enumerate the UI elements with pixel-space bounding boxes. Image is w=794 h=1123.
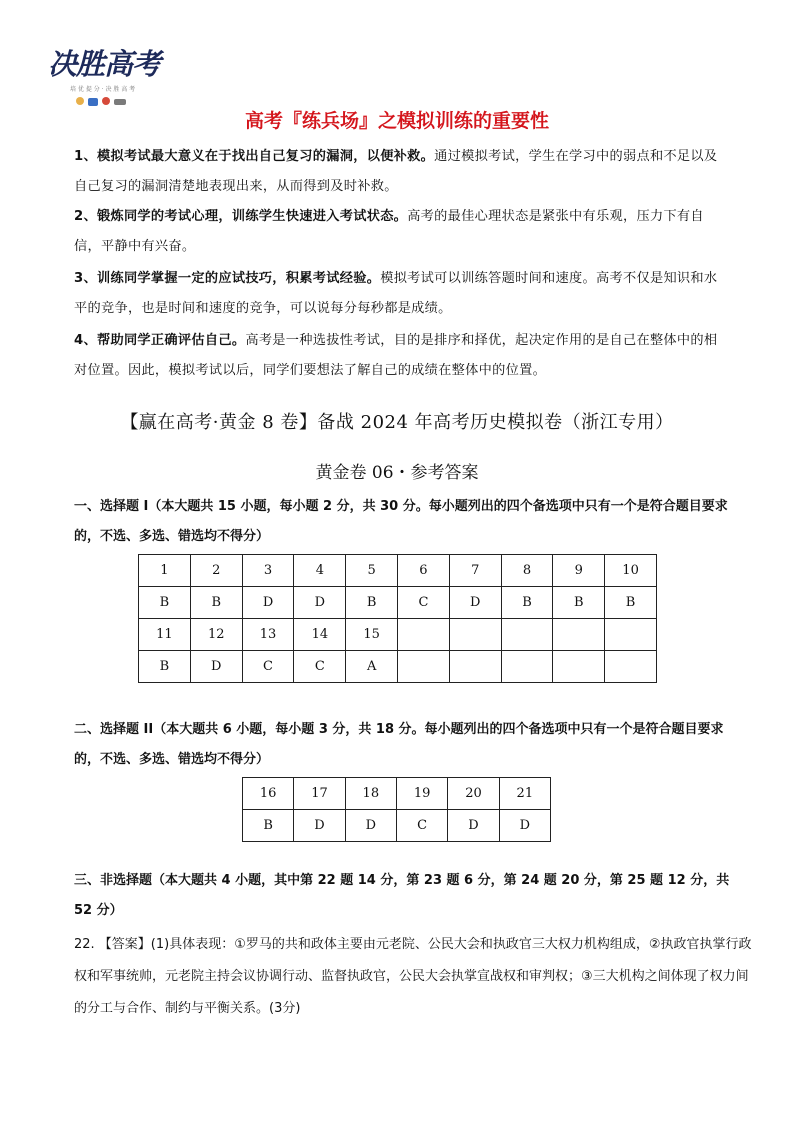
intro-item-1: [74, 142, 730, 202]
table-cell: 15: [346, 619, 398, 651]
table-cell: 11: [139, 619, 191, 651]
table-cell: C: [294, 651, 346, 683]
intro-item-2-bold: 2、锻炼同学的考试心理，训练学生快速进入考试状态。: [74, 209, 408, 224]
table-cell: [605, 619, 657, 651]
table-cell: 10: [605, 555, 657, 587]
table-cell: [553, 619, 605, 651]
section2-answer-table: [242, 777, 551, 842]
intro-item-3-text: 模拟考试可以训练答题时间和速度。高考不仅是知识和水平的竞争，也是时间和速度的竞争，可以说每分每秒都是成绩。: [74, 271, 718, 316]
table-cell: 8: [501, 555, 553, 587]
answer-22: 22. 【答案】(1)具体表现：①罗马的共和政体主要由元老院、公民大会和执政官三大权力机构组成，②执政官执掌行政权和军事统帅，元老院主持会议协调行动、监督执政官，公民大会执掌宣战权和审判权；③三大机构之间体现了权力间的分工与合作、制约与平衡关系。(3分): [74, 937, 752, 1016]
logo-subtitle: 培 优 提 分 · 决 胜 高 考: [70, 86, 136, 93]
table-cell: 16: [243, 778, 294, 810]
table-cell: 4: [294, 555, 346, 587]
logo: [44, 38, 164, 108]
table-cell: 19: [396, 778, 447, 810]
intro-item-2-text: 高考的最佳心理状态是紧张中有乐观，压力下有自信，平静中有兴奋。: [74, 209, 704, 254]
table-cell: C: [242, 651, 294, 683]
table-cell: [605, 651, 657, 683]
table-cell: B: [243, 810, 294, 842]
table-cell: 12: [190, 619, 242, 651]
intro-item-1-text: 通过模拟考试，学生在学习中的弱点和不足以及自己复习的漏洞清楚地表现出来，从而得到及时补救。: [74, 149, 718, 194]
table-cell: D: [449, 587, 501, 619]
table-cell: B: [139, 587, 191, 619]
table-cell: [398, 651, 450, 683]
logo-text: 决胜高考: [48, 47, 161, 81]
table-cell: [398, 619, 450, 651]
table-cell: [449, 619, 501, 651]
table-cell: D: [448, 810, 499, 842]
table-cell: C: [398, 587, 450, 619]
table-cell: [449, 651, 501, 683]
exam-sub-title: 黄金卷 06・参考答案: [315, 463, 479, 483]
table-row: [139, 555, 657, 587]
table-cell: B: [553, 587, 605, 619]
table-cell: [501, 619, 553, 651]
table-cell: 5: [346, 555, 398, 587]
table-cell: 17: [294, 778, 345, 810]
intro-item-2: [74, 202, 730, 262]
table-cell: 9: [553, 555, 605, 587]
exam-main-title: 【赢在高考·黄金 8 卷】备战 2024 年高考历史模拟卷（浙江专用）: [120, 412, 674, 433]
table-cell: 1: [139, 555, 191, 587]
section1-answer-table: [138, 554, 657, 683]
table-row: [243, 778, 551, 810]
table-cell: D: [345, 810, 396, 842]
table-cell: 2: [190, 555, 242, 587]
table-cell: 7: [449, 555, 501, 587]
table-cell: B: [501, 587, 553, 619]
section2-label: 二、选择题 II（本大题共 6 小题，每小题 3 分，共 18 分。每小题列出的四个备选项中只有一个是符合题目要求的，不选、多选、错选均不得分）: [74, 722, 724, 767]
table-cell: C: [396, 810, 447, 842]
table-row: [139, 619, 657, 651]
table-cell: 20: [448, 778, 499, 810]
intro-item-3-bold: 3、训练同学掌握一定的应试技巧，积累考试经验。: [74, 271, 381, 286]
table-cell: A: [346, 651, 398, 683]
section3-label: 三、非选择题（本大题共 4 小题，其中第 22 题 14 分，第 23 题 6 分，第 24 题 20 分，第 25 题 12 分，共 52 分）: [74, 873, 730, 918]
table-cell: 3: [242, 555, 294, 587]
table-row: [139, 651, 657, 683]
table-cell: 13: [242, 619, 294, 651]
intro-title: 高考『练兵场』之模拟训练的重要性: [244, 110, 549, 132]
table-row: [243, 810, 551, 842]
table-row: [139, 587, 657, 619]
table-cell: 14: [294, 619, 346, 651]
table-cell: B: [190, 587, 242, 619]
table-cell: D: [294, 810, 345, 842]
table-cell: B: [139, 651, 191, 683]
intro-item-4: [74, 326, 730, 386]
section1-label: 一、选择题 I（本大题共 15 小题，每小题 2 分，共 30 分。每小题列出的四个备选项中只有一个是符合题目要求的，不选、多选、错选均不得分）: [74, 499, 728, 544]
intro-item-3: [74, 264, 730, 324]
table-cell: D: [499, 810, 550, 842]
table-cell: B: [605, 587, 657, 619]
table-cell: D: [294, 587, 346, 619]
table-cell: 6: [398, 555, 450, 587]
table-cell: 18: [345, 778, 396, 810]
table-cell: D: [190, 651, 242, 683]
intro-item-1-bold: 1、模拟考试最大意义在于找出自己复习的漏洞，以便补救。: [74, 149, 435, 164]
table-cell: [553, 651, 605, 683]
table-cell: 21: [499, 778, 550, 810]
table-cell: [501, 651, 553, 683]
table-cell: B: [346, 587, 398, 619]
table-cell: D: [242, 587, 294, 619]
intro-item-4-text: 高考是一种选拔性考试，目的是排序和择优，起决定作用的是自己在整体中的相对位置。因此，模拟考试以后，同学们要想法了解自己的成绩在整体中的位置。: [74, 333, 718, 378]
intro-item-4-bold: 4、帮助同学正确评估自己。: [74, 333, 246, 348]
